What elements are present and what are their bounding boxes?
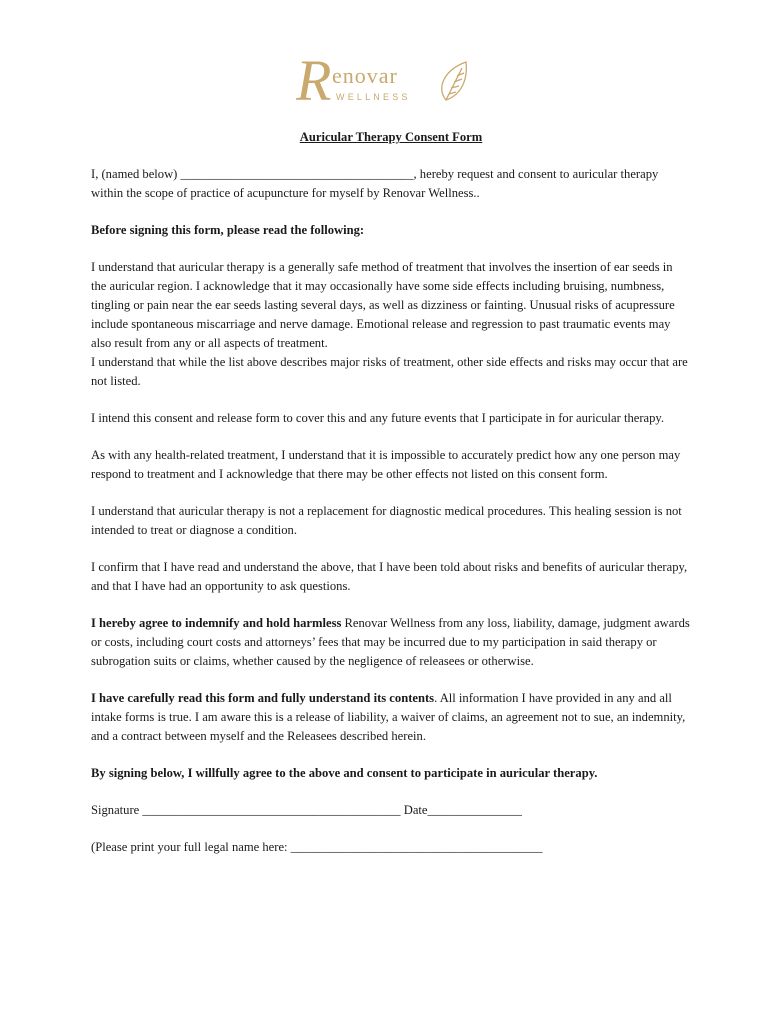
health-related-paragraph: As with any health-related treatment, I understand that it is impossible to accurately predict how any one person may respond to treatment and I acknowledge that there may be other effects not listed on this consent form. (91, 448, 681, 481)
logo-wordmark: enovar (332, 63, 398, 88)
renovar-wellness-logo (296, 50, 471, 112)
print-name-line[interactable]: (Please print your full legal name here: ________________________________________ (91, 840, 543, 854)
read-form-text: . All information I have provided in any and all intake forms is true. I am aware this is a release of liability, a waiver of claims, an agreement not to sue, an indemnity, and a contract between myself and the Releasees described herein. (91, 691, 686, 743)
risks-text: I understand that auricular therapy is a generally safe method of treatment that involves the insertion of ear seeds in the auricular region. I acknowledge that it may occasionally have some side effects including bruising, numbness, tingling or pain near the ear seeds lasting several days, as well as dizziness or fainting. Unusual risks of acupressure include spontaneous miscarriage and nerve damage. Emotional release and regression to past traumatic events may also result from any or all aspects of treatment. (91, 260, 675, 350)
not-replacement-paragraph: I understand that auricular therapy is not a replacement for diagnostic medical procedures. This healing session is not intended to treat or diagnose a condition. (91, 504, 682, 537)
future-events-paragraph: I intend this consent and release form to cover this and any future events that I participate in for auricular therapy. (91, 411, 665, 425)
indemnify-text: Renovar Wellness from any loss, liability, damage, judgment awards or costs, including court costs and attorneys’ fees that may be incurred due to my participation in said therapy or subrogation suits or claims, whether caused by the negligence of releasees or otherwise. (91, 616, 690, 668)
risks-paragraph (91, 258, 691, 391)
agree-statement: By signing below, I willfully agree to the above and consent to participate in auricular therapy. (91, 766, 598, 780)
signature-date-line[interactable]: Signature _________________________________________ Date_______________ (91, 803, 522, 817)
read-form-bold-text: I have carefully read this form and fully understand its contents (91, 691, 435, 705)
logo-initial: R (296, 50, 332, 112)
confirm-paragraph: I confirm that I have read and understand the above, that I have been told about risks and benefits of auricular therapy, and that I have had an opportunity to ask questions. (91, 560, 688, 593)
intro-paragraph: I, (named below) _____________________________________, hereby request and consent to auricular therapy within the scope of practice of acupuncture for myself by Renovar Wellness.. (91, 167, 659, 200)
form-title: Auricular Therapy Consent Form (299, 130, 483, 144)
read-form-paragraph (91, 689, 691, 746)
leaf-icon (442, 62, 467, 100)
indemnify-bold-text: I hereby agree to indemnify and hold harmless (91, 616, 342, 630)
consent-form (91, 128, 691, 875)
logo-subtitle: WELLNESS (336, 92, 411, 102)
other-risks-text: I understand that while the list above describes major risks of treatment, other side effects and risks may occur that are not listed. (91, 355, 688, 388)
indemnify-paragraph (91, 614, 691, 671)
before-signing-heading: Before signing this form, please read the following: (91, 223, 365, 237)
